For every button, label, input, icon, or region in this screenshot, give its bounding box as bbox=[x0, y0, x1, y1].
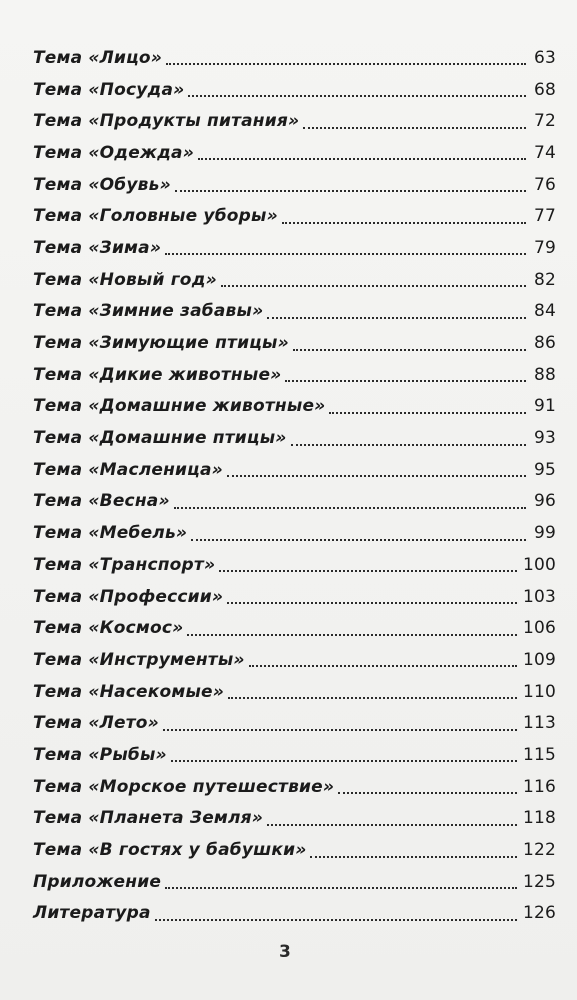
toc-entry-title: Тема «Домашние животные» bbox=[33, 396, 326, 417]
toc-entry-title: Литература bbox=[33, 903, 151, 924]
dot-leader bbox=[219, 569, 517, 572]
toc-entry bbox=[33, 803, 556, 835]
dot-leader bbox=[285, 379, 526, 382]
toc-entry bbox=[33, 296, 556, 328]
table-of-contents bbox=[33, 42, 556, 929]
toc-entry-page: 76 bbox=[533, 174, 556, 195]
toc-entry bbox=[33, 739, 556, 771]
toc-entry-title: Тема «Масленица» bbox=[33, 459, 223, 480]
dot-leader bbox=[165, 886, 517, 889]
dot-leader bbox=[227, 601, 517, 604]
dot-leader bbox=[221, 284, 526, 287]
toc-entry bbox=[33, 169, 556, 201]
dot-leader bbox=[155, 918, 517, 921]
dot-leader bbox=[188, 94, 526, 97]
dot-leader bbox=[187, 633, 517, 636]
toc-entry-page: 118 bbox=[522, 808, 556, 829]
toc-entry-page: 82 bbox=[533, 269, 556, 290]
dot-leader bbox=[166, 62, 526, 65]
toc-entry-page: 115 bbox=[522, 744, 556, 765]
toc-entry bbox=[33, 486, 556, 518]
toc-entry-title: Тема «Дикие животные» bbox=[33, 364, 282, 385]
dot-leader bbox=[175, 189, 526, 192]
toc-entry-page: 110 bbox=[522, 681, 556, 702]
toc-entry-title: Тема «Продукты питания» bbox=[33, 111, 300, 132]
toc-entry bbox=[33, 834, 556, 866]
dot-leader bbox=[249, 664, 517, 667]
dot-leader bbox=[267, 316, 526, 319]
toc-entry-title: Тема «Посуда» bbox=[33, 79, 185, 100]
dot-leader bbox=[291, 443, 526, 446]
toc-entry-page: 63 bbox=[533, 47, 556, 68]
dot-leader bbox=[191, 538, 526, 541]
toc-entry-page: 95 bbox=[533, 459, 556, 480]
toc-entry-page: 113 bbox=[522, 713, 556, 734]
toc-entry-title: Тема «Мебель» bbox=[33, 523, 188, 544]
toc-entry-title: Тема «Домашние птицы» bbox=[33, 428, 287, 449]
toc-entry-title: Тема «Зима» bbox=[33, 237, 162, 258]
toc-entry bbox=[33, 391, 556, 423]
toc-entry-title: Тема «Профессии» bbox=[33, 586, 224, 607]
dot-leader bbox=[228, 696, 517, 699]
toc-entry-title: Тема «Транспорт» bbox=[33, 554, 216, 575]
toc-entry-page: 96 bbox=[533, 491, 556, 512]
toc-entry bbox=[33, 264, 556, 296]
toc-entry-title: Тема «Лето» bbox=[33, 713, 159, 734]
dot-leader bbox=[310, 855, 516, 858]
toc-entry bbox=[33, 771, 556, 803]
dot-leader bbox=[171, 759, 517, 762]
toc-entry bbox=[33, 105, 556, 137]
toc-entry bbox=[33, 644, 556, 676]
toc-entry-page: 79 bbox=[533, 237, 556, 258]
toc-entry-page: 122 bbox=[522, 840, 556, 861]
toc-entry-title: Тема «Новый год» bbox=[33, 269, 217, 290]
dot-leader bbox=[174, 506, 526, 509]
dot-leader bbox=[165, 252, 526, 255]
toc-entry-page: 125 bbox=[522, 871, 556, 892]
toc-entry-title: Тема «Весна» bbox=[33, 491, 170, 512]
toc-entry bbox=[33, 454, 556, 486]
dot-leader bbox=[303, 126, 526, 129]
toc-entry bbox=[33, 359, 556, 391]
dot-leader bbox=[293, 348, 526, 351]
toc-entry bbox=[33, 74, 556, 106]
toc-entry-title: Тема «Одежда» bbox=[33, 142, 194, 163]
toc-entry-page: 86 bbox=[533, 333, 556, 354]
toc-entry bbox=[33, 517, 556, 549]
toc-entry-page: 77 bbox=[533, 206, 556, 227]
toc-entry-title: Тема «Насекомые» bbox=[33, 681, 225, 702]
toc-entry-title: Тема «Головные уборы» bbox=[33, 206, 278, 227]
toc-entry-title: Тема «Морское путешествие» bbox=[33, 776, 335, 797]
toc-entry-title: Тема «Космос» bbox=[33, 618, 184, 639]
toc-entry-page: 68 bbox=[533, 79, 556, 100]
toc-entry-title: Тема «Обувь» bbox=[33, 174, 171, 195]
dot-leader bbox=[227, 474, 526, 477]
toc-entry bbox=[33, 422, 556, 454]
toc-entry-page: 91 bbox=[533, 396, 556, 417]
toc-entry bbox=[33, 327, 556, 359]
dot-leader bbox=[267, 823, 517, 826]
dot-leader bbox=[282, 221, 526, 224]
toc-entry bbox=[33, 42, 556, 74]
toc-entry-page: 100 bbox=[522, 554, 556, 575]
dot-leader bbox=[329, 411, 526, 414]
toc-entry bbox=[33, 232, 556, 264]
toc-entry bbox=[33, 707, 556, 739]
dot-leader bbox=[198, 157, 526, 160]
toc-entry-page: 93 bbox=[533, 428, 556, 449]
toc-entry-title: Приложение bbox=[33, 871, 162, 892]
toc-entry-title: Тема «В гостях у бабушки» bbox=[33, 840, 307, 861]
toc-entry-title: Тема «Лицо» bbox=[33, 47, 163, 68]
toc-entry-page: 106 bbox=[522, 618, 556, 639]
toc-entry-page: 109 bbox=[522, 649, 556, 670]
toc-entry-title: Тема «Планета Земля» bbox=[33, 808, 264, 829]
toc-entry bbox=[33, 200, 556, 232]
toc-entry-page: 116 bbox=[522, 776, 556, 797]
page-number: 3 bbox=[279, 942, 291, 962]
toc-entry bbox=[33, 549, 556, 581]
toc-entry-page: 72 bbox=[533, 111, 556, 132]
toc-entry-title: Тема «Инструменты» bbox=[33, 649, 245, 670]
toc-entry bbox=[33, 612, 556, 644]
dot-leader bbox=[163, 728, 517, 731]
toc-entry-title: Тема «Зимующие птицы» bbox=[33, 333, 289, 354]
toc-entry-page: 99 bbox=[533, 523, 556, 544]
toc-entry-title: Тема «Рыбы» bbox=[33, 744, 167, 765]
toc-entry-page: 74 bbox=[533, 142, 556, 163]
toc-entry-title: Тема «Зимние забавы» bbox=[33, 301, 264, 322]
toc-entry bbox=[33, 866, 556, 898]
toc-entry bbox=[33, 581, 556, 613]
toc-entry bbox=[33, 676, 556, 708]
toc-entry-page: 126 bbox=[522, 903, 556, 924]
toc-entry-page: 103 bbox=[522, 586, 556, 607]
toc-entry-page: 88 bbox=[533, 364, 556, 385]
toc-entry bbox=[33, 898, 556, 930]
toc-entry bbox=[33, 137, 556, 169]
dot-leader bbox=[338, 791, 517, 794]
toc-entry-page: 84 bbox=[533, 301, 556, 322]
